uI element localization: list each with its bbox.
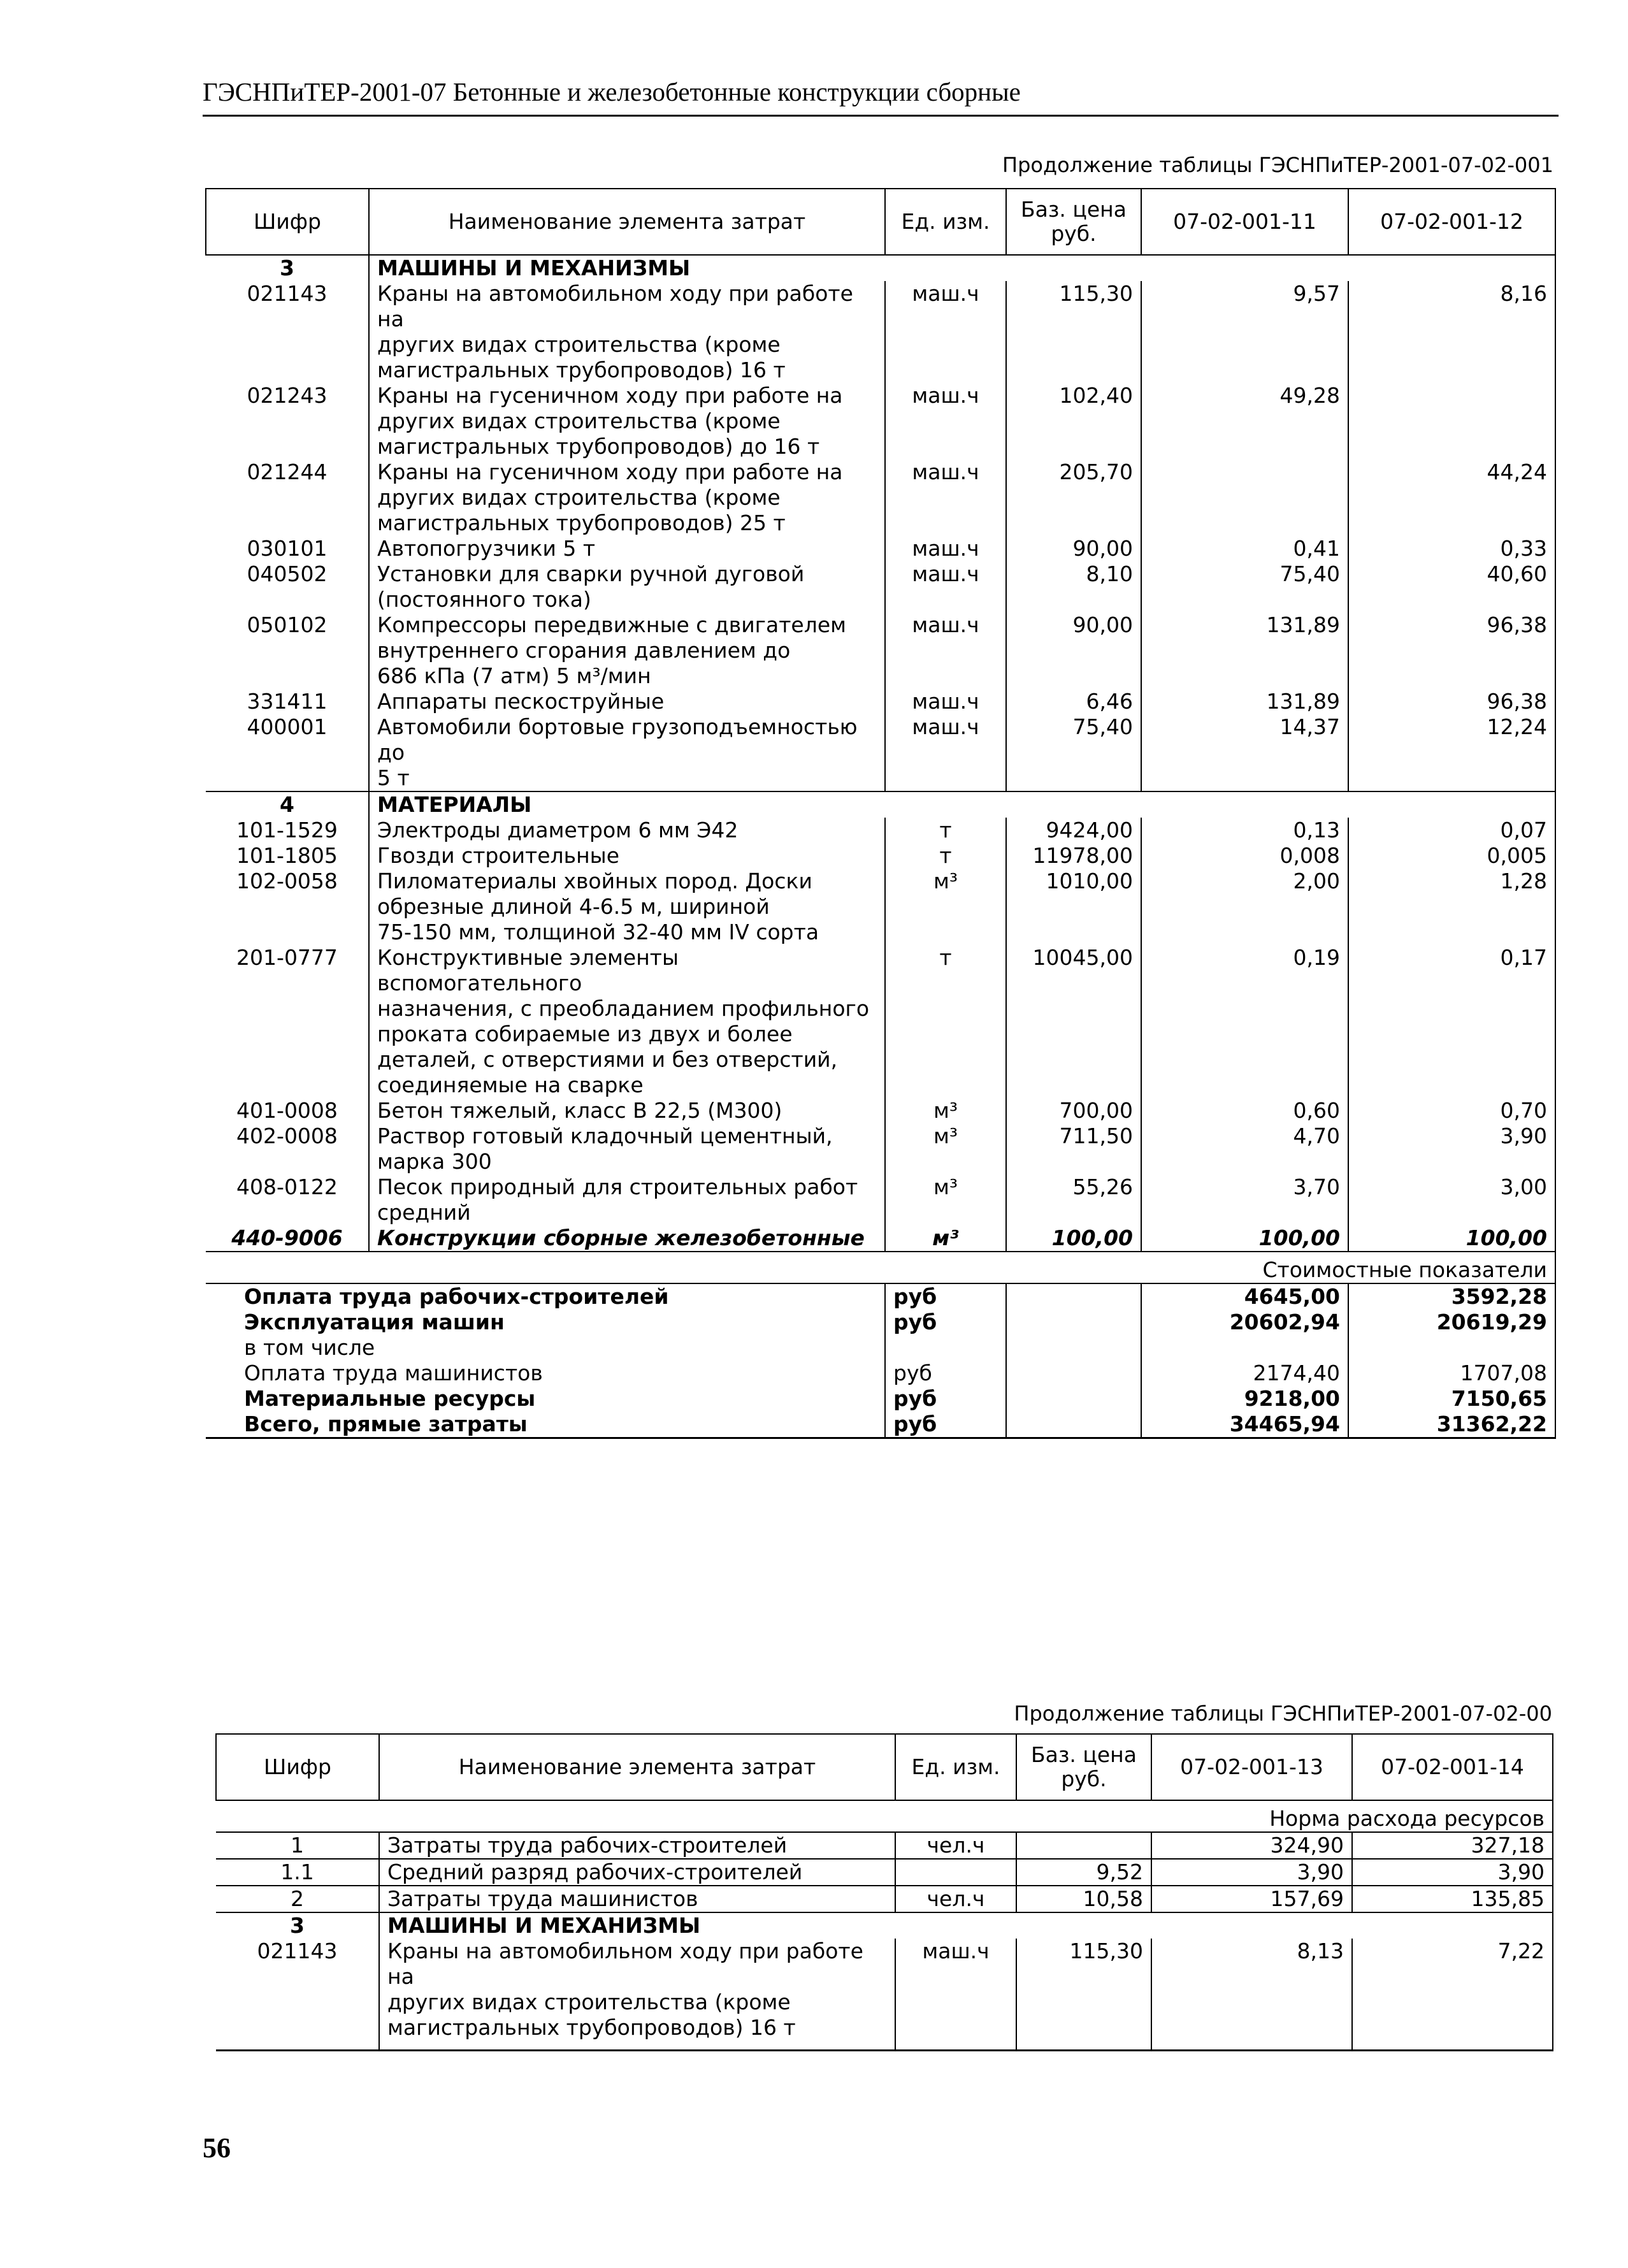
section-code: 3 [206,255,369,281]
item-unit: маш.ч [885,714,1006,791]
table1-body [206,255,1555,1438]
item-code: 1 [216,1832,379,1859]
item-value-11: 75,40 [1141,561,1348,612]
item-name [369,1123,885,1174]
item-name-line: Электроды диаметром 6 мм Э42 [377,818,738,842]
item-price: 9424,00 [1006,818,1141,843]
item-value-11: 3,70 [1141,1174,1348,1225]
item-name [369,536,885,561]
cost-name: в том числе [244,1335,375,1360]
item-name-line: Раствор готовый кладочный цементный, [377,1123,833,1148]
col-header-code: Шифр [206,189,369,255]
cost-value-12: 7150,65 [1348,1386,1555,1412]
item-code: 401-0008 [236,1098,338,1123]
cost-price [1006,1335,1141,1361]
item-value-12 [1348,383,1555,459]
running-header: ГЭСНПиТЕР-2001-07 Бетонные и железобетонные конструкции сборные [203,76,1559,117]
item-unit: м³ [885,1123,1006,1174]
item-unit: м³ [885,869,1006,945]
table-row [206,1123,1555,1174]
item-unit [895,1859,1016,1886]
item-unit: т [885,818,1006,843]
item-name [369,714,885,791]
item-code: 331411 [247,689,328,714]
col-header-price: Баз. цена руб. [1016,1734,1151,1800]
table-row [206,1098,1555,1123]
item-value-11 [1141,459,1348,536]
item-name-line: магистральных трубопроводов) 25 т [377,510,786,535]
item-unit: т [885,945,1006,1098]
item-name [369,1225,885,1252]
table2-body [216,1800,1553,2051]
item-value-12: 44,24 [1348,459,1555,536]
table-row [206,383,1555,459]
item-price [1016,1832,1151,1859]
item-unit: маш.ч [885,561,1006,612]
table-row [206,1252,1555,1283]
table-row [206,869,1555,945]
item-unit: маш.ч [885,383,1006,459]
table-row [206,714,1555,791]
item-name-line: назначения, с преобладанием профильного [377,996,870,1021]
cost-name: Оплата труда рабочих-строителей [206,1283,885,1310]
item-unit: маш.ч [885,689,1006,714]
item-name-line: 686 кПа (7 атм) 5 м³/мин [377,663,651,688]
item-price: 1010,00 [1006,869,1141,945]
cost-name: Эксплуатация машин [244,1310,505,1334]
item-value-11: 0,19 [1141,945,1348,1098]
col-header-unit: Ед. изм. [895,1734,1016,1800]
item-value-11: 0,008 [1141,843,1348,869]
item-code: 050102 [247,612,328,637]
col-header-13: 07-02-001-13 [1151,1734,1352,1800]
item-code: 021244 [247,459,328,484]
item-price: 9,52 [1016,1859,1151,1886]
section-title: МАШИНЫ И МЕХАНИЗМЫ [369,255,1555,281]
cost-name: Оплата труда машинистов [244,1361,543,1385]
table-row [206,1225,1555,1252]
table-row [206,459,1555,536]
table-row [206,843,1555,869]
cost-indicators-label: Стоимостные показатели [206,1252,1555,1283]
item-price: 11978,00 [1006,843,1141,869]
item-code: 408-0122 [236,1174,338,1199]
item-name-line: магистральных трубопроводов) 16 т [387,2015,796,2040]
item-name-line: Бетон тяжелый, класс В 22,5 (М300) [377,1098,782,1123]
item-value-12: 0,07 [1348,818,1555,843]
item-name [369,945,885,1098]
item-code: 021143 [247,281,328,306]
item-name-line: Конструктивные элементы вспомогательного [377,945,679,995]
item-name-line: (постоянного тока) [377,587,591,612]
item-value-11: 4,70 [1141,1123,1348,1174]
col-header-14: 07-02-001-14 [1352,1734,1553,1800]
cost-price [1006,1386,1141,1412]
item-value-12: 3,90 [1348,1123,1555,1174]
item-name-line: Краны на гусеничном ходу при работе на [377,383,843,408]
table-row [216,1912,1553,1939]
item-name [369,612,885,689]
col-header-12: 07-02-001-12 [1348,189,1555,255]
item-name-line: марка 300 [377,1149,492,1174]
item-unit: маш.ч [885,612,1006,689]
col-header-name: Наименование элемента затрат [369,189,885,255]
table-row [216,1939,1553,2051]
cost-value-11: 20602,94 [1141,1310,1348,1335]
item-value-11: 0,41 [1141,536,1348,561]
cost-unit: руб [885,1412,1006,1438]
table2-continuation-caption: Продолжение таблицы ГЭСНПиТЕР-2001-07-02-00 [1014,1701,1552,1726]
item-price: 205,70 [1006,459,1141,536]
item-value-12: 12,24 [1348,714,1555,791]
cost-price [1006,1361,1141,1386]
table-row [206,536,1555,561]
cost-value-11: 2174,40 [1141,1361,1348,1386]
col-header-name: Наименование элемента затрат [379,1734,895,1800]
cost-value-12: 31362,22 [1348,1412,1555,1438]
cost-unit: руб [885,1361,1006,1386]
item-name-line: Автомобили бортовые грузоподъемностью до [377,714,858,765]
table1-continuation-caption: Продолжение таблицы ГЭСНПиТЕР-2001-07-02-001 [1002,153,1553,177]
item-unit: м³ [885,1098,1006,1123]
item-name-line: проката собираемые из двух и более [377,1022,793,1046]
cost-value-11: 4645,00 [1141,1283,1348,1310]
item-price: 90,00 [1006,612,1141,689]
item-name [369,818,885,843]
item-unit: маш.ч [885,459,1006,536]
item-name [369,1174,885,1225]
cost-unit: руб [885,1386,1006,1412]
item-value-11: 131,89 [1141,612,1348,689]
item-name-line: Установки для сварки ручной дуговой [377,561,805,586]
item-price: 8,10 [1006,561,1141,612]
item-value-12: 0,17 [1348,945,1555,1098]
item-price: 700,00 [1006,1098,1141,1123]
item-name-line: Автопогрузчики 5 т [377,536,596,561]
item-name-line: средний [377,1200,471,1225]
item-name-line: Компрессоры передвижные с двигателем [377,612,847,637]
cost-unit: руб [885,1310,1006,1335]
table2 [215,1733,1553,2051]
item-value-11: 49,28 [1141,383,1348,459]
section-title: МАТЕРИАЛЫ [369,791,1555,818]
cost-price [1006,1310,1141,1335]
cost-unit [885,1335,1006,1361]
col-header-unit: Ед. изм. [885,189,1006,255]
table-row [206,791,1555,818]
cost-value-11: 9218,00 [1141,1386,1348,1412]
item-price: 90,00 [1006,536,1141,561]
cost-value-12: 3592,28 [1348,1283,1555,1310]
item-value-13: 157,69 [1151,1886,1352,1912]
cost-price [1006,1412,1141,1438]
section-title: МАШИНЫ И МЕХАНИЗМЫ [379,1912,1553,1939]
cost-value-11 [1141,1335,1348,1361]
item-value-14: 327,18 [1352,1832,1553,1859]
item-value-11: 2,00 [1141,869,1348,945]
item-name [369,281,885,383]
item-value-13: 3,90 [1151,1859,1352,1886]
item-name-line: 5 т [377,765,410,790]
item-code: 021243 [247,383,328,408]
item-price: 102,40 [1006,383,1141,459]
item-code: 400001 [247,714,328,739]
item-name-line: Краны на автомобильном ходу при работе на [387,1939,863,1989]
table-row [216,1800,1553,1832]
item-name [369,561,885,612]
item-price: 75,40 [1006,714,1141,791]
item-value-14: 135,85 [1352,1886,1553,1912]
item-value-14: 3,90 [1352,1859,1553,1886]
item-code: 040502 [247,561,328,586]
item-name-line: Краны на автомобильном ходу при работе на [377,281,853,331]
item-name [369,383,885,459]
norm-label: Норма расхода ресурсов [1269,1806,1545,1831]
table-row [206,818,1555,843]
item-name-line: магистральных трубопроводов) до 16 т [377,434,820,459]
table-row [206,1335,1555,1361]
cost-name: Материальные ресурсы [244,1386,536,1411]
item-name-line: Краны на гусеничном ходу при работе на [377,459,843,484]
item-name-line: обрезные длиной 4-6.5 м, шириной [377,894,770,919]
item-unit: м³ [885,1225,1006,1252]
table-row [206,281,1555,383]
item-value-11: 131,89 [1141,689,1348,714]
item-code: 2 [216,1886,379,1912]
item-code: 402-0008 [236,1123,338,1148]
item-name-line: других видах строительства (кроме [377,332,781,357]
item-value-12: 0,33 [1348,536,1555,561]
item-name [369,689,885,714]
item-unit: маш.ч [885,536,1006,561]
item-code: 030101 [247,536,328,561]
item-name-line: Пиломатериалы хвойных пород. Доски [377,869,812,893]
cost-value-11: 34465,94 [1141,1412,1348,1438]
item-unit: маш.ч [885,281,1006,383]
cost-value-12 [1348,1335,1555,1361]
item-name-line: других видах строительства (кроме [387,1990,791,2014]
cost-unit: руб [885,1283,1006,1310]
item-code: 1.1 [216,1859,379,1886]
item-value-12: 8,16 [1348,281,1555,383]
item-name-line: других видах строительства (кроме [377,485,781,510]
item-name [369,459,885,536]
item-value-11: 0,13 [1141,818,1348,843]
item-name [369,1098,885,1123]
table-row [206,1174,1555,1225]
item-value-12: 1,28 [1348,869,1555,945]
cost-value-12: 1707,08 [1348,1361,1555,1386]
item-name-line: Гвозди строительные [377,843,620,868]
item-value-11: 100,00 [1141,1225,1348,1252]
item-name-line: Аппараты пескоструйные [377,689,665,714]
item-name-line: деталей, с отверстиями и без отверстий, [377,1047,838,1072]
table-row [206,1310,1555,1335]
item-name-line: соединяемые на сварке [377,1073,644,1097]
item-name-line: внутреннего сгорания давлением до [377,638,791,663]
table-row [206,1361,1555,1386]
item-name: Средний разряд рабочих-строителей [379,1859,895,1886]
table-row [206,255,1555,281]
item-name [369,869,885,945]
item-name-line: других видах строительства (кроме [377,408,781,433]
table-row [206,1386,1555,1412]
item-value-12: 0,005 [1348,843,1555,869]
item-value-14: 7,22 [1352,1939,1553,2051]
table-row [206,561,1555,612]
item-value-12: 96,38 [1348,689,1555,714]
item-name-line: Песок природный для строительных работ [377,1174,858,1199]
item-price: 55,26 [1006,1174,1141,1225]
item-name: Затраты труда машинистов [379,1886,895,1912]
item-code: 102-0058 [236,869,338,893]
item-name-line: магистральных трубопроводов) 16 т [377,358,786,382]
table-row [206,689,1555,714]
item-unit: маш.ч [895,1939,1016,2051]
cost-price [1006,1283,1141,1310]
col-header-price: Баз. цена руб. [1006,189,1141,255]
section-code: 3 [216,1912,379,1939]
item-unit: чел.ч [895,1832,1016,1859]
item-code: 101-1805 [236,843,338,868]
item-value-11: 0,60 [1141,1098,1348,1123]
item-value-12: 40,60 [1348,561,1555,612]
item-code: 201-0777 [236,945,338,970]
table-row [216,1832,1553,1859]
item-price: 115,30 [1006,281,1141,383]
page-number: 56 [203,2132,231,2163]
table-row [206,612,1555,689]
col-header-code: Шифр [216,1734,379,1800]
col-header-11: 07-02-001-11 [1141,189,1348,255]
item-name [379,1939,895,2051]
item-value-12: 0,70 [1348,1098,1555,1123]
item-price: 711,50 [1006,1123,1141,1174]
item-code: 101-1529 [236,818,338,842]
item-value-12: 100,00 [1348,1225,1555,1252]
item-value-12: 3,00 [1348,1174,1555,1225]
item-name-line: Конструкции сборные железобетонные [377,1225,865,1250]
item-price: 10,58 [1016,1886,1151,1912]
cost-value-12: 20619,29 [1348,1310,1555,1335]
table-row [216,1859,1553,1886]
item-unit: м³ [885,1174,1006,1225]
item-unit: т [885,843,1006,869]
table-row [206,1283,1555,1310]
item-price: 10045,00 [1006,945,1141,1098]
table1 [205,188,1556,1439]
item-price: 115,30 [1016,1939,1151,2051]
item-price: 100,00 [1006,1225,1141,1252]
item-name [369,843,885,869]
item-name-line: 75-150 мм, толщиной 32-40 мм IV сорта [377,920,819,944]
table-row [206,945,1555,1098]
item-price: 6,46 [1006,689,1141,714]
table-row [206,1412,1555,1438]
item-unit: чел.ч [895,1886,1016,1912]
item-code: 440-9006 [231,1225,343,1250]
table-row [216,1886,1553,1912]
item-code: 021143 [257,1939,338,1963]
item-value-11: 9,57 [1141,281,1348,383]
section-code: 4 [206,791,369,818]
item-value-11: 14,37 [1141,714,1348,791]
item-value-12: 96,38 [1348,612,1555,689]
item-value-13: 8,13 [1151,1939,1352,2051]
item-value-13: 324,90 [1151,1832,1352,1859]
item-name: Затраты труда рабочих-строителей [379,1832,895,1859]
cost-name: Всего, прямые затраты [244,1412,528,1436]
